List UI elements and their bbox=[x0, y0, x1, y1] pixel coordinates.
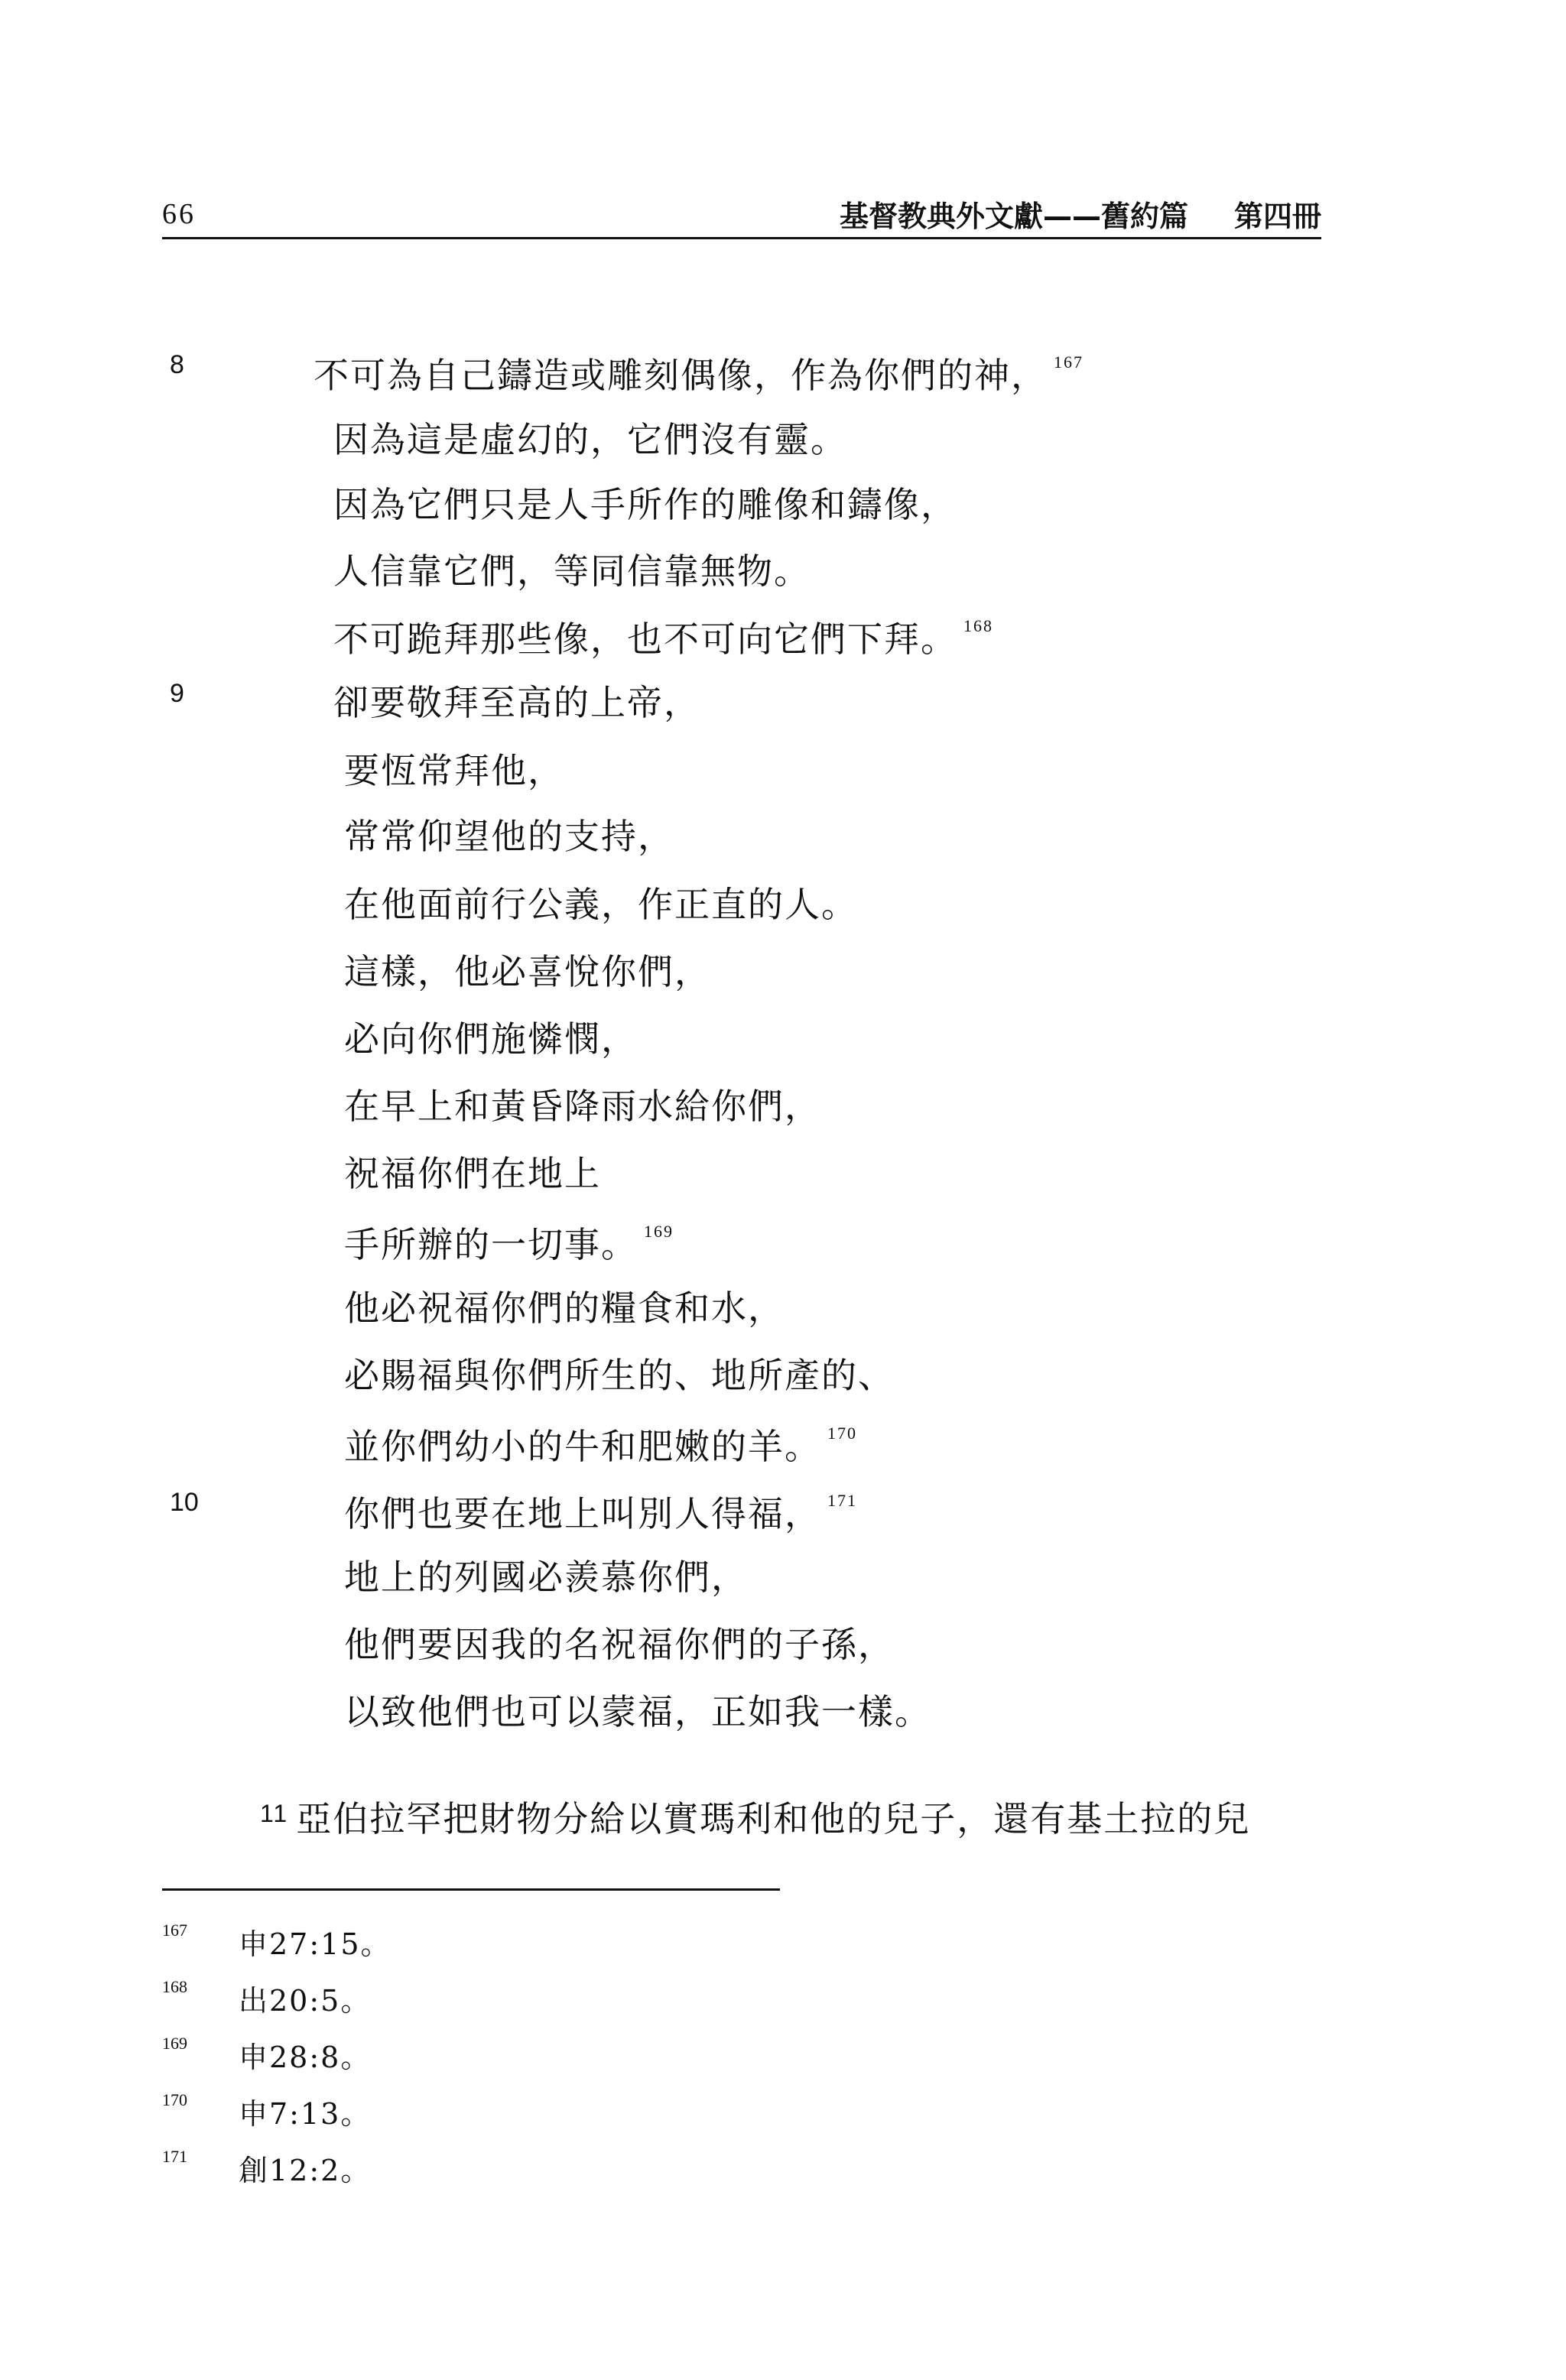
poem-line bbox=[344, 1557, 748, 1598]
poem-line bbox=[344, 1018, 638, 1060]
prose-text: 亞伯拉罕把財物分給以實瑪利和他的兒子，還有基土拉的兒 bbox=[296, 1798, 1251, 1839]
poem-line-text: 因為這是虛幻的，它們沒有靈。 bbox=[333, 419, 847, 460]
poem-line-text: 要恆常拜他， bbox=[344, 750, 564, 791]
poem-line-text: 卻要敬拜至高的上帝， bbox=[333, 682, 700, 723]
verse-number: 8 bbox=[170, 350, 184, 379]
footnote-number: 170 bbox=[162, 2090, 187, 2109]
footnote-text: 申28:8。 bbox=[239, 2041, 372, 2074]
inline-verse-number: 11 bbox=[260, 1800, 289, 1827]
poem-line bbox=[344, 1691, 931, 1732]
poem-line bbox=[344, 1153, 601, 1194]
poem-line bbox=[333, 616, 993, 660]
poem-line bbox=[344, 750, 564, 791]
book-title: 基督教典外文獻——舊約篇 bbox=[839, 200, 1188, 233]
poem-line bbox=[333, 550, 811, 592]
prose-paragraph bbox=[260, 1798, 1251, 1839]
poem-line bbox=[333, 484, 957, 525]
poem-line-text: 地上的列國必羨慕你們， bbox=[344, 1557, 748, 1598]
poem-line-text: 他們要因我的名祝福你們的子孫， bbox=[344, 1624, 895, 1665]
poem-line bbox=[344, 884, 858, 925]
poem-line bbox=[333, 419, 847, 460]
footnote-number: 169 bbox=[162, 2034, 187, 2053]
poem-line-text: 他必祝福你們的糧食和水， bbox=[344, 1287, 785, 1329]
footnote-ref: 171 bbox=[827, 1491, 857, 1510]
poem-line-text: 手所辦的一切事。 bbox=[344, 1224, 638, 1265]
poem-line-text: 必向你們施憐憫， bbox=[344, 1018, 638, 1060]
running-title bbox=[840, 193, 1321, 235]
footnote-ref: 169 bbox=[644, 1222, 674, 1241]
poem-line bbox=[344, 1355, 895, 1396]
footnote-text: 申7:13。 bbox=[239, 2097, 372, 2131]
verse-number: 9 bbox=[170, 679, 184, 708]
poem-line bbox=[314, 352, 1084, 396]
footnote-ref: 170 bbox=[827, 1424, 857, 1443]
poem-line-text: 以致他們也可以蒙福，正如我一樣。 bbox=[344, 1691, 931, 1732]
footnote-text: 出20:5。 bbox=[239, 1984, 372, 2018]
poem-line-text: 人信靠它們，等同信靠無物。 bbox=[333, 550, 811, 592]
poem-line-text: 在他面前行公義，作正直的人。 bbox=[344, 884, 858, 925]
footnote-number: 171 bbox=[162, 2147, 187, 2166]
footnote-text: 申27:15。 bbox=[239, 1927, 392, 1961]
poem-line bbox=[344, 1287, 785, 1329]
footnote-rule bbox=[162, 1888, 780, 1891]
poem-line-text: 因為它們只是人手所作的雕像和鑄像， bbox=[333, 484, 957, 525]
footnote-number: 167 bbox=[162, 1921, 187, 1940]
poem-line-text: 在早上和黃昏降雨水給你們， bbox=[344, 1086, 821, 1127]
poem-line-text: 這樣，他必喜悅你們， bbox=[344, 951, 711, 992]
page-number: 66 bbox=[162, 198, 196, 230]
poem-line-text: 常常仰望他的支持， bbox=[344, 816, 674, 857]
footnote-ref: 167 bbox=[1054, 352, 1084, 372]
poem-line-text: 不可為自己鑄造或雕刻偶像，作為你們的神， bbox=[314, 355, 1048, 396]
poem-line bbox=[344, 951, 711, 992]
footnote-ref: 168 bbox=[963, 616, 993, 635]
poem-line-text: 你們也要在地上叫別人得福， bbox=[344, 1493, 821, 1534]
poem-line bbox=[344, 1624, 895, 1665]
footnote-text: 創12:2。 bbox=[239, 2154, 372, 2187]
verse-number: 10 bbox=[170, 1488, 199, 1517]
poem-line bbox=[344, 1491, 857, 1534]
poem-line-text: 祝福你們在地上 bbox=[344, 1153, 601, 1194]
poem-line bbox=[344, 1424, 857, 1467]
poem-line-text: 不可跪拜那些像，也不可向它們下拜。 bbox=[333, 619, 957, 660]
poem-line bbox=[344, 1222, 674, 1265]
poem-line bbox=[333, 682, 700, 723]
header-rule bbox=[162, 237, 1321, 239]
poem-line bbox=[344, 816, 674, 857]
footnote-number: 168 bbox=[162, 1977, 187, 1996]
volume-label: 第四冊 bbox=[1233, 200, 1321, 233]
poem-line bbox=[344, 1086, 821, 1127]
poem-line-text: 並你們幼小的牛和肥嫩的羊。 bbox=[344, 1426, 821, 1467]
poem-line-text: 必賜福與你們所生的、地所產的、 bbox=[344, 1355, 895, 1396]
